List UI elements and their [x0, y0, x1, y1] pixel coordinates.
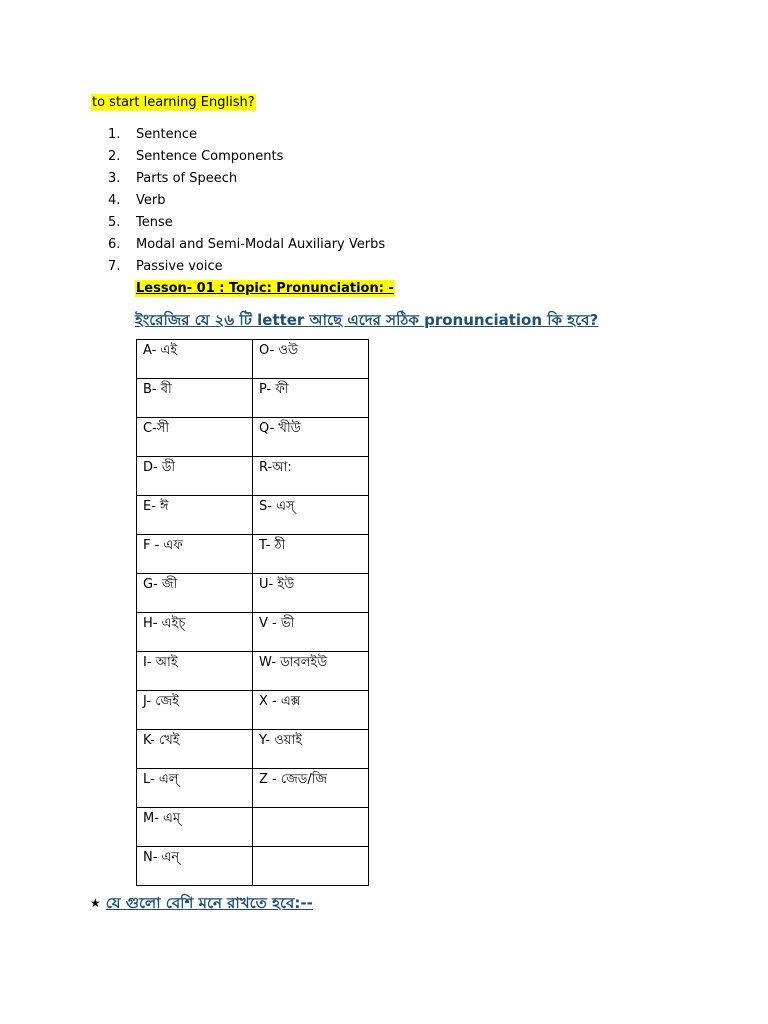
- list-item: [108, 236, 385, 258]
- table-cell: V - ভী: [253, 613, 369, 652]
- list-number: 4.: [108, 193, 121, 208]
- table-row: [137, 418, 369, 457]
- table-row: [137, 574, 369, 613]
- table-cell: D- ডী: [137, 457, 253, 496]
- table-row: [137, 769, 369, 808]
- table-cell: P- ফী: [253, 379, 369, 418]
- list-number: 1.: [108, 127, 121, 142]
- table-cell: A- এই: [137, 340, 253, 379]
- table-cell: I- আই: [137, 652, 253, 691]
- list-label: Sentence Components: [136, 149, 284, 164]
- list-label: Tense: [136, 215, 173, 230]
- table-cell: S- এস্: [253, 496, 369, 535]
- table-cell: N- এন্: [137, 847, 253, 886]
- table-cell: [253, 847, 369, 886]
- table-cell: B- বী: [137, 379, 253, 418]
- table-row: [137, 847, 369, 886]
- table-cell: Y- ওয়াই: [253, 730, 369, 769]
- star-icon: ★: [90, 896, 101, 910]
- list-item: [108, 258, 385, 280]
- list-label: Parts of Speech: [136, 171, 238, 186]
- table-cell: Z - জেড/জি: [253, 769, 369, 808]
- table-cell: T- ঠী: [253, 535, 369, 574]
- list-number: 7.: [108, 259, 121, 274]
- table-cell: K- খেই: [137, 730, 253, 769]
- table-cell: L- এল্: [137, 769, 253, 808]
- table-row: [137, 457, 369, 496]
- list-number: 6.: [108, 237, 121, 252]
- list-label: Modal and Semi-Modal Auxiliary Verbs: [136, 237, 386, 252]
- table-row: [137, 379, 369, 418]
- list-item: [108, 214, 385, 236]
- table-cell: H- এইচ্: [137, 613, 253, 652]
- table-cell: Q- খীউ: [253, 418, 369, 457]
- table-row: [137, 808, 369, 847]
- list-label: Sentence: [136, 127, 197, 142]
- lesson-heading: Lesson- 01 : Topic: Pronunciation: -: [136, 281, 394, 296]
- table-cell: C-সী: [137, 418, 253, 457]
- list-label: Verb: [136, 193, 166, 208]
- list-item: [108, 170, 385, 192]
- remember-heading: [90, 892, 313, 917]
- table-row: [137, 613, 369, 652]
- topic-list: [108, 126, 385, 280]
- table-cell: J- জেই: [137, 691, 253, 730]
- intro-text: to start learning English?: [92, 95, 255, 110]
- list-number: 5.: [108, 215, 121, 230]
- pronunciation-question: ইংরেজির যে ২৬ টি letter আছে এদের সঠিক pronunciation কি হবে?: [135, 311, 599, 329]
- list-number: 3.: [108, 171, 121, 186]
- table-row: [137, 340, 369, 379]
- table-cell: U- ইউ: [253, 574, 369, 613]
- list-item: [108, 192, 385, 214]
- table-row: [137, 730, 369, 769]
- table-row: [137, 496, 369, 535]
- remember-label: যে গুলো বেশি মনে রাখতে হবে:--: [105, 894, 313, 912]
- table-cell: R-আ:: [253, 457, 369, 496]
- table-row: [137, 691, 369, 730]
- table-row: [137, 535, 369, 574]
- table-cell: M- এম্: [137, 808, 253, 847]
- list-number: 2.: [108, 149, 121, 164]
- table-cell: [253, 808, 369, 847]
- table-cell: X - এক্স: [253, 691, 369, 730]
- table-cell: E- ঈ: [137, 496, 253, 535]
- table-cell: F - এফ: [137, 535, 253, 574]
- table-cell: G- জী: [137, 574, 253, 613]
- list-item: [108, 126, 385, 148]
- table-row: [137, 652, 369, 691]
- table-cell: O- ওউ: [253, 340, 369, 379]
- table-cell: W- ডাবলইউ: [253, 652, 369, 691]
- list-item: [108, 148, 385, 170]
- letters-table: [136, 339, 369, 886]
- list-label: Passive voice: [136, 259, 223, 274]
